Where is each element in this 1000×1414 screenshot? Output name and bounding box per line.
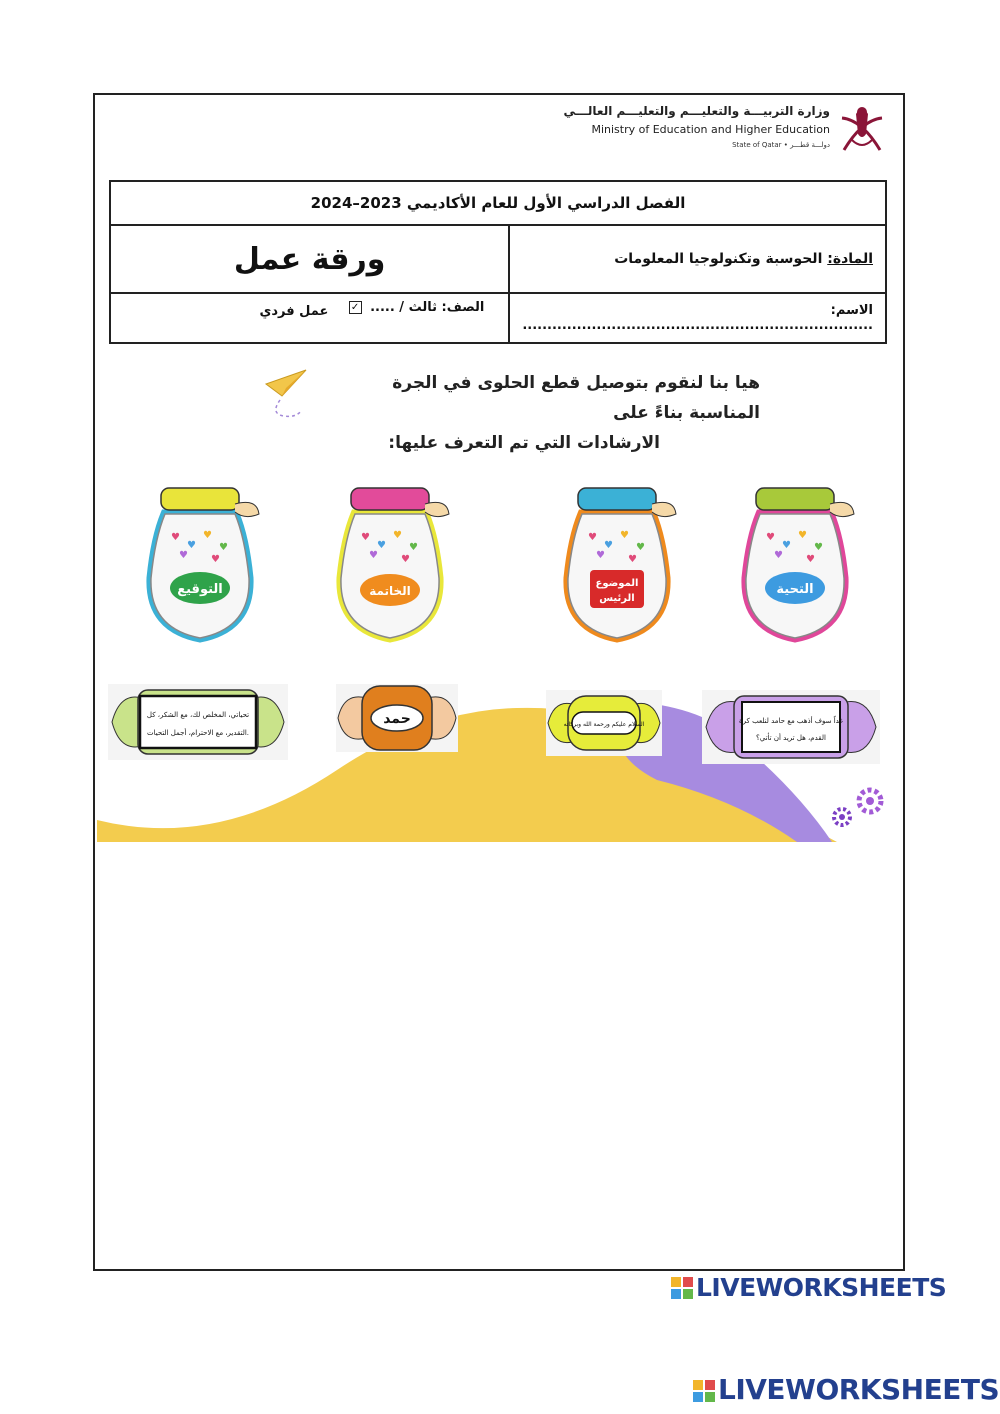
candy-3-text: حمد: [383, 711, 411, 727]
svg-text:♥: ♥: [219, 542, 228, 553]
liveworksheets-badge-icon: [693, 1380, 715, 1402]
ministry-name-english: Ministry of Education and Higher Education: [591, 123, 830, 136]
svg-text:♥: ♥: [588, 532, 597, 543]
candy-1-text-1: غداً سوف أذهب مع حامد لنلعب كرة: [738, 717, 844, 725]
grade-cell: [110, 293, 509, 343]
gears-icon: [820, 785, 900, 830]
worksheet-title: ورقة عمل: [233, 241, 386, 277]
svg-text:♥: ♥: [636, 542, 645, 553]
subject-label: المادة:: [827, 251, 873, 267]
svg-text:♥: ♥: [782, 540, 791, 551]
jar-greeting[interactable]: [730, 478, 860, 648]
svg-text:♥: ♥: [377, 540, 386, 551]
liveworksheets-badge-icon: [671, 1277, 693, 1299]
svg-text:♥: ♥: [628, 554, 637, 565]
svg-text:♥: ♥: [211, 554, 220, 565]
state-label: State of Qatar • دولـــة قطـــر: [732, 141, 830, 149]
candy-1[interactable]: [702, 690, 880, 764]
ministry-logo: [563, 100, 886, 160]
subject-value: الحوسبة وتكنولوجيا المعلومات: [614, 251, 823, 267]
svg-text:♥: ♥: [203, 530, 212, 541]
instructions: [320, 368, 760, 458]
svg-text:♥: ♥: [361, 532, 370, 543]
ministry-name-arabic: وزارة التربيـــة والتعليـــم والتعليـــم العالـــي: [563, 104, 830, 118]
jar-signature-label: التوقيع: [177, 582, 223, 597]
svg-text:♥: ♥: [393, 530, 402, 541]
jar-conclusion-label: الخاتمة: [369, 584, 411, 598]
svg-text:♥: ♥: [369, 550, 378, 561]
svg-text:♥: ♥: [596, 550, 605, 561]
svg-text:♥: ♥: [620, 530, 629, 541]
work-type-label: عمل فردي: [259, 304, 329, 319]
qatar-emblem-icon: [838, 100, 886, 158]
svg-text:♥: ♥: [814, 542, 823, 553]
instructions-line-2: الارشادات التي تم التعرف عليها:: [388, 433, 660, 453]
liveworksheets-brand-text-1: LIVEWORKSHEETS: [696, 1273, 947, 1302]
svg-text:♥: ♥: [774, 550, 783, 561]
checkbox-icon[interactable]: ✓: [349, 301, 362, 314]
svg-text:♥: ♥: [798, 530, 807, 541]
candy-2[interactable]: [546, 690, 662, 756]
grade-label: الصف: ثالث / .....: [370, 300, 485, 315]
jar-main-topic-label-1: الموضوع: [595, 578, 639, 589]
name-label: الاسم: .......................................................................: [522, 303, 873, 333]
svg-text:♥: ♥: [179, 550, 188, 561]
candy-2-text: السلام عليكم ورحمة الله وبركاته: [563, 721, 645, 728]
worksheet-title-cell: [110, 225, 509, 293]
liveworksheets-logo-1: [671, 1273, 946, 1302]
candy-3[interactable]: [336, 684, 458, 752]
svg-text:♥: ♥: [171, 532, 180, 543]
jar-signature[interactable]: [135, 478, 265, 648]
candy-4-text-1: تحياتي، المخلص لك، مع الشكر، كل: [146, 711, 250, 719]
svg-text:♥: ♥: [806, 554, 815, 565]
jar-conclusion[interactable]: [325, 478, 455, 648]
jar-greeting-label: التحية: [776, 582, 814, 597]
candy-1-text-2: القدم، هل تريد أن تأتي؟: [756, 734, 826, 742]
liveworksheets-logo-2: [693, 1373, 999, 1406]
term-cell: [110, 181, 886, 225]
jar-main-topic[interactable]: [552, 478, 682, 648]
svg-text:♥: ♥: [766, 532, 775, 543]
svg-text:♥: ♥: [604, 540, 613, 551]
svg-text:♥: ♥: [409, 542, 418, 553]
candy-4-text-2: التقدير، مع الاحترام، أجمل التحيات.: [146, 729, 250, 737]
svg-text:♥: ♥: [187, 540, 196, 551]
svg-text:♥: ♥: [401, 554, 410, 565]
instructions-line-1: هيا بنا لنقوم بتوصيل قطع الحلوى في الجرة المناسبة بناءً على: [392, 373, 760, 423]
subject-cell: [509, 225, 886, 293]
header-table: [109, 180, 887, 344]
name-cell[interactable]: [509, 293, 886, 343]
liveworksheets-brand-text-2: LIVEWORKSHEETS: [718, 1373, 1000, 1406]
term-text: الفصل الدراسي الأول للعام الأكاديمي 2023–2024: [310, 194, 686, 212]
jar-main-topic-label-2: الرئيس: [599, 593, 635, 604]
paper-plane-icon: [262, 366, 312, 426]
candy-4[interactable]: [108, 684, 288, 760]
